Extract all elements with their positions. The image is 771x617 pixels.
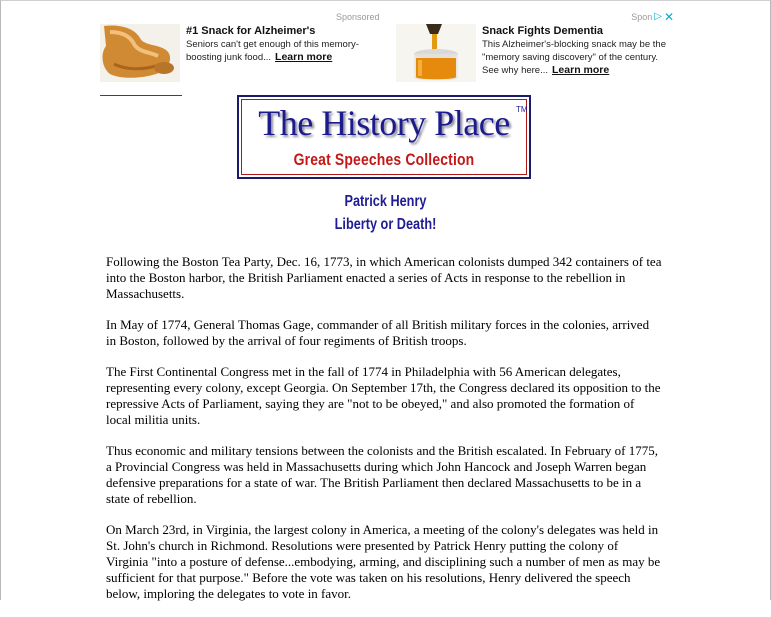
ad-body: This Alzheimer's-blocking snack may be the "memory saving discovery" of the century. See why here... <box>482 39 666 76</box>
paragraph: In May of 1774, General Thomas Gage, commander of all British military forces in the colonies, arrived in Boston, followed by the arrival of four regiments of British troops. <box>106 317 650 348</box>
sponsored-short-label: Spon <box>631 12 653 22</box>
ad-banner <box>98 10 674 84</box>
speaker-name: Patrick Henry <box>344 193 427 210</box>
adchoices-icon[interactable]: ▷ <box>654 11 662 22</box>
ad-body-wrap <box>482 38 666 77</box>
ad-item-1[interactable] <box>100 24 380 84</box>
ad-body-wrap <box>186 38 380 64</box>
logo-title: The History Place <box>258 103 510 143</box>
ad-item-2[interactable] <box>396 24 666 84</box>
ad-divider <box>100 95 182 96</box>
ad-image-peanut-butter[interactable] <box>100 24 180 82</box>
ad-image-honey-jar[interactable] <box>396 24 476 82</box>
learn-more-link[interactable]: Learn more <box>275 51 333 63</box>
paragraph: The First Continental Congress met in the fall of 1774 in Philadelphia with 56 American delegates, representing every colony, except Georgia. On September 17th, the Congress declared its opposition to the repressive Acts of Parliament, saying they are "not to be obeyed," and also promoted the formation of local militia units. <box>106 364 661 427</box>
ad-controls <box>631 12 674 22</box>
speech-title: Liberty or Death! <box>334 216 437 233</box>
paragraph: On March 23rd, in Virginia, the largest colony in America, a meeting of the colony's delegates was held in St. John's church in Richmond. Resolutions were presented by Patrick Henry putting the colony of Virginia "into a posture of defense...embodying, arming, and disciplining such a number of men as may be sufficient for that purpose." Before the vote was taken on his resolutions, Henry delivered the speech below, imploring the delegates to vote in favor. <box>106 522 661 601</box>
paragraph: Following the Boston Tea Party, Dec. 16, 1773, in which American colonists dumped 342 containers of tea into the Boston harbor, the British Parliament enacted a series of Acts in response to the rebellion in Massachusetts. <box>106 254 662 301</box>
paragraph: Thus economic and military tensions between the colonists and the British escalated. In February of 1775, a Provincial Congress was held in Massachusetts during which John Hancock and Joseph Warren began defensive preparations for a state of war. The British Parliament then declared Massachusetts to be in a state of rebellion. <box>106 443 659 506</box>
ad-title[interactable]: #1 Snack for Alzheimer's <box>186 25 316 37</box>
ad-title[interactable]: Snack Fights Dementia <box>482 25 604 37</box>
trademark-mark: TM <box>516 105 528 114</box>
ad-close-icon[interactable]: ✕ <box>663 10 674 24</box>
sponsored-label: Sponsored <box>336 12 380 22</box>
logo-subtitle: Great Speeches Collection <box>293 150 475 169</box>
learn-more-link[interactable]: Learn more <box>552 64 610 76</box>
article-body <box>106 254 662 617</box>
history-place-logo[interactable] <box>237 95 531 179</box>
ad-body: Seniors can't get enough of this memory-boosting junk food... <box>186 39 359 63</box>
logo-inner-border <box>241 99 527 175</box>
